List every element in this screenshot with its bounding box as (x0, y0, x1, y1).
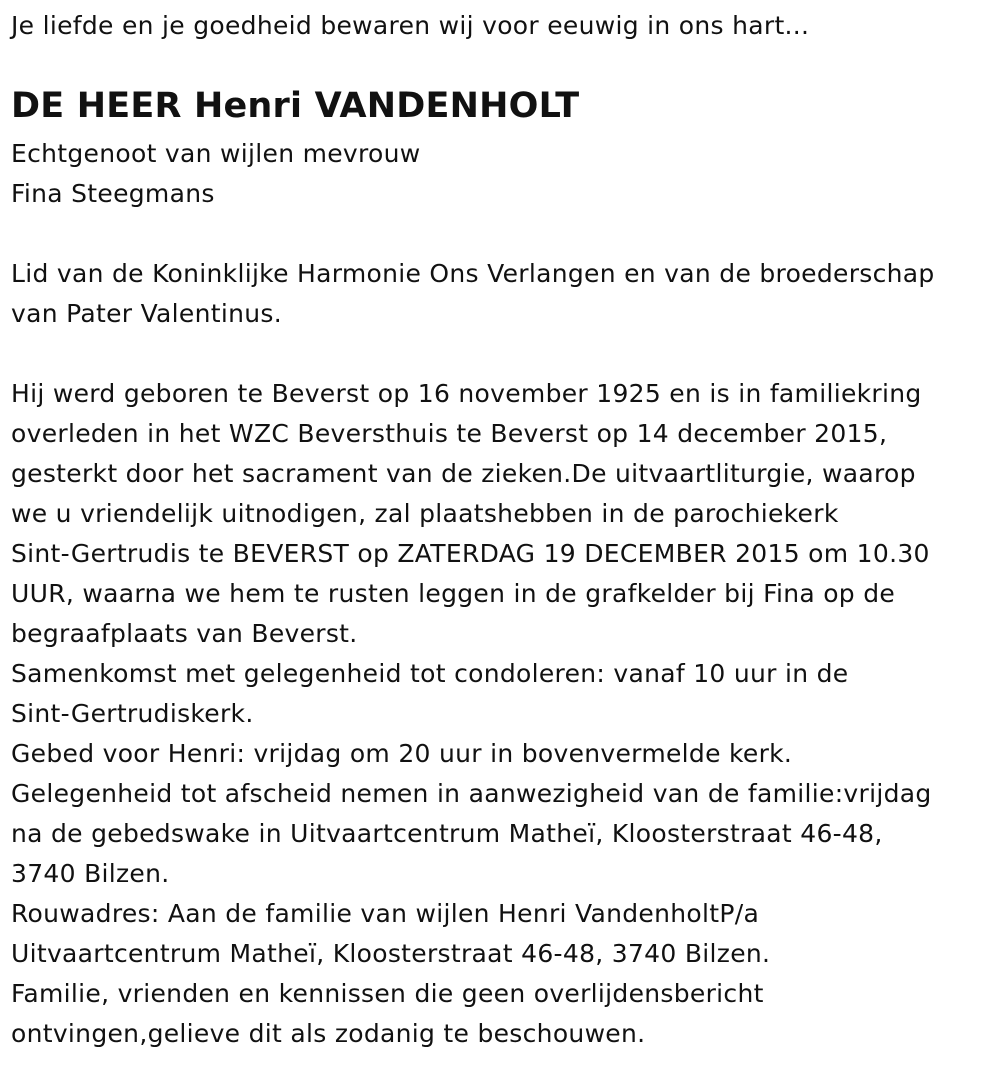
membership-block (11, 254, 935, 334)
details-line: Rouwadres: Aan de familie van wijlen Henri VandenholtP/a (11, 899, 760, 928)
deceased-name: DE HEER Henri VANDENHOLT (11, 86, 580, 126)
details-line: na de gebedswake in Uitvaartcentrum Matheï, Kloosterstraat 46-48, (11, 819, 883, 848)
spouse-line: Fina Steegmans (11, 179, 215, 208)
details-line: ontvingen,gelieve dit als zodanig te beschouwen. (11, 1019, 646, 1048)
details-line: Sint-Gertrudiskerk. (11, 699, 254, 728)
membership-line: van Pater Valentinus. (11, 299, 282, 328)
details-line: begraafplaats van Beverst. (11, 619, 358, 648)
details-line: Familie, vrienden en kennissen die geen overlijdensbericht (11, 979, 764, 1008)
spouse-line: Echtgenoot van wijlen mevrouw (11, 139, 421, 168)
details-line: Gebed voor Henri: vrijdag om 20 uur in bovenvermelde kerk. (11, 739, 793, 768)
spouse-block (11, 134, 421, 214)
funeral-details-block (11, 374, 932, 1054)
details-line: Uitvaartcentrum Matheï, Kloosterstraat 46-48, 3740 Bilzen. (11, 939, 771, 968)
details-line: overleden in het WZC Beversthuis te Beverst op 14 december 2015, (11, 419, 888, 448)
details-line: Samenkomst met gelegenheid tot condoleren: vanaf 10 uur in de (11, 659, 849, 688)
details-line: gesterkt door het sacrament van de zieken.De uitvaartliturgie, waarop (11, 459, 916, 488)
details-line: UUR, waarna we hem te rusten leggen in de grafkelder bij Fina op de (11, 579, 896, 608)
membership-line: Lid van de Koninklijke Harmonie Ons Verlangen en van de broederschap (11, 259, 935, 288)
details-line: Hij werd geboren te Beverst op 16 november 1925 en is in familiekring (11, 379, 922, 408)
details-line: 3740 Bilzen. (11, 859, 170, 888)
details-line: Sint-Gertrudis te BEVERST op ZATERDAG 19 DECEMBER 2015 om 10.30 (11, 539, 930, 568)
details-line: we u vriendelijk uitnodigen, zal plaatshebben in de parochiekerk (11, 499, 839, 528)
motto-text: Je liefde en je goedheid bewaren wij voor eeuwig in ons hart... (11, 11, 810, 40)
details-line: Gelegenheid tot afscheid nemen in aanwezigheid van de familie:vrijdag (11, 779, 932, 808)
